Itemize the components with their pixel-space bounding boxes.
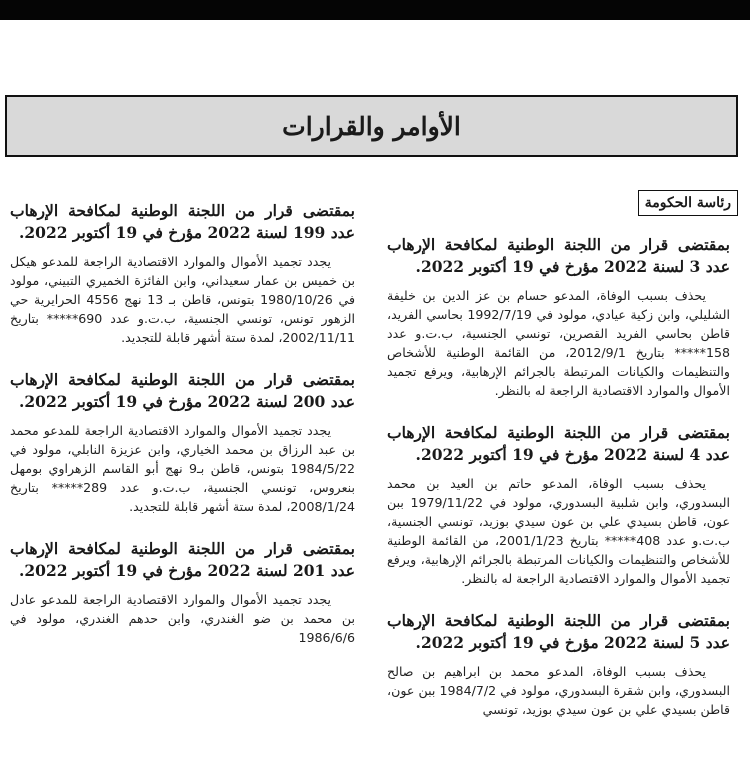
decree-title: بمقتضى قرار من اللجنة الوطنية لمكافحة الإرهاب عدد 200 لسنة 2022 مؤرخ في 19 أكتوبر 2022. <box>10 370 355 411</box>
right-column <box>387 190 730 741</box>
section-banner <box>5 95 738 157</box>
decree-title: بمقتضى قرار من اللجنة الوطنية لمكافحة الإرهاب عدد 201 لسنة 2022 مؤرخ في 19 أكتوبر 2022. <box>10 539 355 580</box>
decree-title: بمقتضى قرار من اللجنة الوطنية لمكافحة الإرهاب عدد 3 لسنة 2022 مؤرخ في 19 أكتوبر 2022. <box>387 235 730 276</box>
top-black-bar <box>0 0 750 20</box>
section-label: رئاسة الحكومة <box>644 195 731 211</box>
decree-body: يجدد تجميد الأموال والموارد الاقتصادية الراجعة للمدعو عادل بن محمد بن ضو الغندري، وابن حدهم الغندري، مولود في 1986/6/6 <box>10 592 355 645</box>
decree-body: يجدد تجميد الأموال والموارد الاقتصادية الراجعة للمدعو هيكل بن خميس بن عمار سعيداني، وابن الفائزة الخميري التبيني، مولود في 1980/10/26 بتونس، قاطن بـ 13 نهج 4556 الحرايرية حي الزهور تونس، تونسي الجنسية، ب.ت.و عدد 690***** بتاريخ 2002/11/11، لمدة ستة أشهر قابلة للتجديد. <box>10 254 355 345</box>
decree-title: بمقتضى قرار من اللجنة الوطنية لمكافحة الإرهاب عدد 199 لسنة 2022 مؤرخ في 19 أكتوبر 2022. <box>10 201 355 242</box>
left-column <box>10 200 355 669</box>
section-label-box <box>638 190 738 216</box>
decree-block <box>10 369 355 516</box>
decree-block <box>387 422 730 588</box>
decree-body: يجدد تجميد الأموال والموارد الاقتصادية الراجعة للمدعو محمد بن عبد الرزاق بن محمد الخياري، وابن عزيزة النابلي، مولود في 1984/5/22 بتونس، قاطن بـ9 نهج أبو القاسم الزهراوي بومهل بنعروس، تونسي الجنسية، ب.ت.و عدد 289***** بتاريخ 2008/1/24، لمدة ستة أشهر قابلة للتجديد. <box>10 423 356 514</box>
decree-title: بمقتضى قرار من اللجنة الوطنية لمكافحة الإرهاب عدد 4 لسنة 2022 مؤرخ في 19 أكتوبر 2022. <box>387 423 730 464</box>
decree-body: يحذف بسبب الوفاة، المدعو محمد بن ابراهيم بن صالح البسدوري، وابن شقرة البسدوري، مولود في 1984/7/2 ببن عون، قاطن بسيدي علي بن عون سيدي بوزيد، تونسي <box>387 664 730 717</box>
decree-body: يحذف بسبب الوفاة، المدعو حسام بن عز الدين بن خليفة الشليلي، وابن زكية عيادي، مولود في 1992/7/19 بحاسي الفريد، قاطن بحاسي الفريد القصرين، تونسي الجنسية، ب.ت.و عدد 158***** بتاريخ 2012/9/1، من القائمة الوطنية للأشخاص والتنظيمات والكيانات المرتبطة بالجرائم الإرهابية، ويرفع تجميد الأموال والموارد الاقتصادية الراجعة له بالنظر. <box>387 288 730 398</box>
decree-block <box>387 234 730 400</box>
decree-block <box>387 610 730 719</box>
decree-block <box>10 200 355 347</box>
decree-body: يحذف بسبب الوفاة، المدعو حاتم بن العيد بن محمد البسدوري، وابن شلبية البسدوري، مولود في 1979/11/22 ببن عون، قاطن بسيدي علي بن عون سيدي بوزيد، تونسي الجنسية، ب.ت.و عدد 408***** بتاريخ 2001/1/23، من القائمة الوطنية للأشخاص والتنظيمات والكيانات المرتبطة بالجرائم الإرهابية، ويرفع تجميد الأموال والموارد الاقتصادية الراجعة له بالنظر. <box>387 476 730 586</box>
decree-title: بمقتضى قرار من اللجنة الوطنية لمكافحة الإرهاب عدد 5 لسنة 2022 مؤرخ في 19 أكتوبر 2022. <box>387 611 730 652</box>
decree-block <box>10 538 355 647</box>
banner-title: الأوامر والقرارات <box>282 111 461 141</box>
